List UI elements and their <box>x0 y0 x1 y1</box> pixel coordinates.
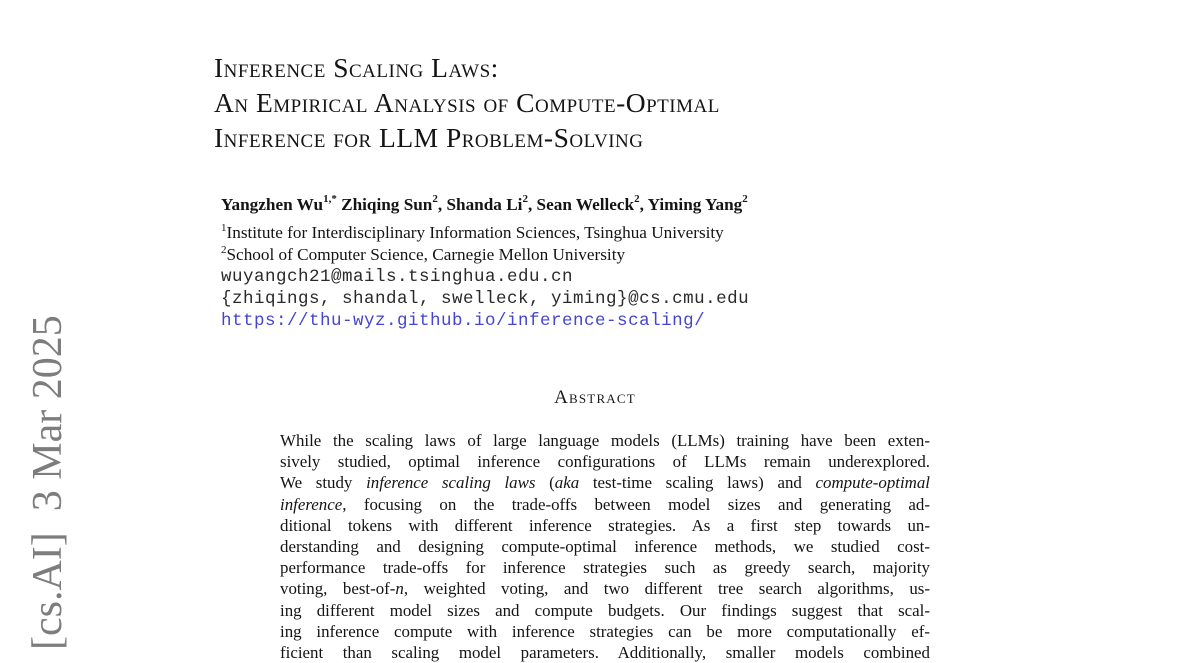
abstract-text: derstanding and designing compute-optimal inference methods, we studied cost- <box>280 537 930 557</box>
abstract-italic-text: aka <box>554 473 580 493</box>
paper-title <box>214 50 720 155</box>
email-line: wuyangch21@mails.tsinghua.edu.cn <box>221 267 574 287</box>
project-link[interactable]: https://thu-wyz.github.io/inference-scaling/ <box>221 311 706 331</box>
abstract-line <box>280 430 930 451</box>
abstract-text: , weighted voting, and two different tree search algorithms, us- <box>403 579 930 599</box>
abstract-line <box>280 494 930 515</box>
abstract-text: ing inference compute with inference strategies can be more computationally ef- <box>280 621 930 641</box>
abstract-text: test-time scaling laws) and <box>579 473 816 493</box>
abstract-text: performance trade-offs for inference strategies such as greedy search, majority <box>280 558 930 578</box>
title-line: Inference for LLM Problem-Solving <box>214 122 644 153</box>
title-line: Inference Scaling Laws: <box>214 52 499 83</box>
abstract-text: ing different model sizes and compute budgets. Our findings suggest that scal- <box>280 600 930 620</box>
author-name: Yangzhen Wu <box>221 195 324 214</box>
abstract-line <box>280 536 930 557</box>
email-line: {zhiqings, shandal, swelleck, yiming}@cs.cmu.edu <box>221 289 750 309</box>
abstract-italic-text: inference <box>280 494 343 514</box>
author-name: Yiming Yang <box>647 195 743 214</box>
arxiv-watermark: [cs.AI] 3 Mar 2025 <box>25 315 71 650</box>
abstract-text: ( <box>535 473 555 493</box>
abstract-line <box>280 578 930 599</box>
affiliation-superscript: 1 <box>221 222 227 235</box>
author-name: Shanda Li <box>446 195 523 214</box>
abstract-text: ficient than scaling model parameters. Additionally, smaller models combined <box>280 643 930 663</box>
project-url-line <box>221 310 749 332</box>
author-superscript: 2 <box>522 193 528 206</box>
abstract-line <box>280 472 930 493</box>
affiliation-lines <box>221 222 749 266</box>
author-superscript: 2 <box>634 193 640 206</box>
author-names: Yangzhen $Wu^{1,*}$ Zhiqing Sun$^2$, Shanda Li$^2$, Sean Welleck$^2$, Yiming Yang$^2$ <box>221 193 748 214</box>
abstract-text: While the scaling laws of large language models (LLMs) training have been exten- <box>280 431 930 450</box>
abstract-text: We study <box>280 473 367 493</box>
author-name: Zhiqing Sun <box>341 195 433 214</box>
affiliation-line: $^1$Institute for Interdisciplinary Information Sciences, Tsinghua University <box>221 222 724 242</box>
abstract-italic-text: inference scaling laws <box>366 473 536 493</box>
abstract-text: ditional tokens with different inference strategies. As a first step towards un- <box>280 515 930 535</box>
abstract-text: , focusing on the trade-offs between model sizes and generating ad- <box>342 494 930 514</box>
author-block <box>221 194 749 332</box>
affiliation-line: $^2$School of Computer Science, Carnegie Mellon University <box>221 244 626 264</box>
author-superscript: 1,* <box>323 193 337 206</box>
abstract-body <box>280 430 930 663</box>
abstract-line <box>280 557 930 578</box>
author-superscript: 2 <box>742 193 748 206</box>
abstract-line <box>280 515 930 536</box>
email-lines <box>221 266 749 310</box>
author-superscript: 2 <box>432 193 438 206</box>
abstract-text: voting, best-of- <box>280 579 396 599</box>
abstract-line <box>280 451 930 472</box>
abstract-heading: Abstract <box>554 387 636 408</box>
affiliation-superscript: 2 <box>221 244 227 257</box>
abstract-italic-text: n <box>395 579 404 599</box>
abstract-line <box>280 600 930 621</box>
abstract-line <box>280 621 930 642</box>
abstract-italic-text: compute-optimal <box>815 473 930 493</box>
abstract-line <box>280 642 930 663</box>
author-name: Sean Welleck <box>536 195 635 214</box>
title-line: An Empirical Analysis of Compute-Optimal <box>214 87 720 118</box>
abstract-text: sively studied, optimal inference configurations of LLMs remain underexplored. <box>280 452 930 472</box>
